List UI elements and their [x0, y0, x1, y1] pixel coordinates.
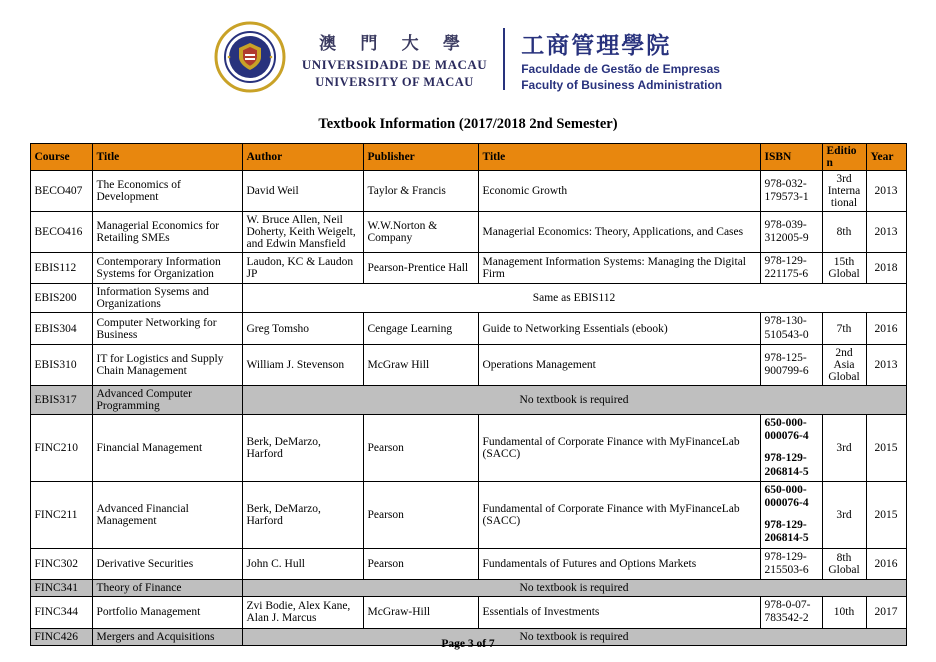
year-cell: 2013 [866, 212, 906, 253]
isbn-cell [760, 171, 822, 212]
column-header-4: Title [478, 144, 760, 171]
author-cell: John C. Hull [242, 548, 363, 579]
book-title-cell: Management Information Systems: Managing the Digital Firm [478, 253, 760, 284]
isbn-line: 978-129-206814-5 [764, 519, 809, 545]
course-title-cell: Advanced Computer Programming [92, 385, 242, 414]
course-title-cell: Mergers and Acquisitions [92, 628, 242, 645]
course-title-cell: Theory of Finance [92, 580, 242, 597]
course-code-cell: EBIS304 [30, 313, 92, 344]
letterhead-divider [503, 28, 505, 90]
isbn-line: 978-125-900799-6 [764, 351, 809, 377]
year-cell: 2013 [866, 171, 906, 212]
publisher-cell: Pearson [363, 548, 478, 579]
publisher-cell: Cengage Learning [363, 313, 478, 344]
span-note-cell: No textbook is required [242, 628, 906, 645]
publisher-cell: Pearson [363, 414, 478, 481]
year-cell: 2016 [866, 548, 906, 579]
table-row [30, 597, 906, 628]
isbn-line: 978-0-07-783542-2 [764, 599, 811, 625]
span-note-cell: No textbook is required [242, 580, 906, 597]
author-cell: Laudon, KC & Laudon JP [242, 253, 363, 284]
publisher-cell: Pearson-Prentice Hall [363, 253, 478, 284]
course-code-cell: BECO416 [30, 212, 92, 253]
publisher-cell: Taylor & Francis [363, 171, 478, 212]
course-code-cell: FINC341 [30, 580, 92, 597]
course-title-cell: The Economics of Development [92, 171, 242, 212]
faculty-name-portuguese: Faculdade de Gestão de Empresas [521, 61, 720, 76]
course-title-cell: Financial Management [92, 414, 242, 481]
book-title-cell: Fundamentals of Futures and Options Markets [478, 548, 760, 579]
isbn-line: 978-129-215503-6 [764, 550, 809, 576]
isbn-line: 650-000-000076-4 [764, 416, 809, 443]
isbn-line: 978-039-312005-9 [764, 218, 809, 244]
author-cell: Zvi Bodie, Alex Kane, Alan J. Marcus [242, 597, 363, 628]
table-row [30, 212, 906, 253]
faculty-name-english: Faculty of Business Administration [521, 77, 723, 92]
author-cell: Berk, DeMarzo, Harford [242, 414, 363, 481]
span-note-cell: No textbook is required [242, 385, 906, 414]
column-header-1: Title [92, 144, 242, 171]
column-header-6: Edition [822, 144, 866, 171]
table-row [30, 313, 906, 344]
course-code-cell: FINC211 [30, 481, 92, 548]
isbn-cell [760, 597, 822, 628]
isbn-line: 978-130-510543-0 [764, 315, 809, 341]
course-title-cell: IT for Logistics and Supply Chain Management [92, 344, 242, 385]
table-row [30, 385, 906, 414]
isbn-cell [760, 548, 822, 579]
isbn-cell [760, 481, 822, 548]
table-row [30, 284, 906, 313]
university-name-portuguese: UNIVERSIDADE DE MACAU [301, 56, 488, 72]
course-title-cell: Derivative Securities [92, 548, 242, 579]
span-note-cell: Same as EBIS112 [242, 284, 906, 313]
letterhead [0, 16, 936, 102]
table-row [30, 580, 906, 597]
course-code-cell: FINC302 [30, 548, 92, 579]
table-row [30, 344, 906, 385]
course-code-cell: FINC426 [30, 628, 92, 645]
course-title-cell: Portfolio Management [92, 597, 242, 628]
edition-cell: 3rd [822, 481, 866, 548]
edition-cell: 3rd [822, 414, 866, 481]
isbn-line: 650-000-000076-4 [764, 483, 809, 509]
edition-cell: 8th [822, 212, 866, 253]
table-row [30, 414, 906, 481]
year-cell: 2015 [866, 481, 906, 548]
table-row [30, 171, 906, 212]
table-row [30, 481, 906, 548]
edition-cell: 15th Global [822, 253, 866, 284]
isbn-line: 978-129-206814-5 [764, 452, 809, 478]
isbn-cell [760, 414, 822, 481]
university-seal-logo [214, 21, 286, 98]
university-name-block [302, 29, 487, 90]
publisher-cell: McGraw Hill [363, 344, 478, 385]
book-title-cell: Operations Management [478, 344, 760, 385]
course-code-cell: FINC344 [30, 597, 92, 628]
isbn-cell [760, 253, 822, 284]
university-name-english: UNIVERSITY OF MACAU [315, 74, 474, 89]
book-title-cell: Essentials of Investments [478, 597, 760, 628]
course-code-cell: EBIS310 [30, 344, 92, 385]
year-cell: 2017 [866, 597, 906, 628]
faculty-name-chinese: 工商管理學院 [521, 32, 672, 59]
course-title-cell: Managerial Economics for Retailing SMEs [92, 212, 242, 253]
table-row [30, 253, 906, 284]
year-cell: 2018 [866, 253, 906, 284]
textbook-table [30, 143, 907, 646]
isbn-cell [760, 212, 822, 253]
course-title-cell: Advanced Financial Management [92, 481, 242, 548]
edition-cell: 7th [822, 313, 866, 344]
course-title-cell: Contemporary Information Systems for Organization [92, 253, 242, 284]
isbn-cell [760, 313, 822, 344]
course-code-cell: EBIS317 [30, 385, 92, 414]
course-code-cell: BECO407 [30, 171, 92, 212]
author-cell: William J. Stevenson [242, 344, 363, 385]
year-cell: 2015 [866, 414, 906, 481]
author-cell: Berk, DeMarzo, Harford [242, 481, 363, 548]
page-footer: Page 3 of 7 [441, 638, 495, 650]
textbook-table-body [30, 171, 906, 646]
book-title-cell: Fundamental of Corporate Finance with MyFinanceLab (SACC) [478, 481, 760, 548]
column-header-3: Publisher [363, 144, 478, 171]
course-code-cell: EBIS200 [30, 284, 92, 313]
isbn-line: 978-032-179573-1 [764, 177, 809, 203]
author-cell: Greg Tomsho [242, 313, 363, 344]
course-code-cell: EBIS112 [30, 253, 92, 284]
book-title-cell: Economic Growth [478, 171, 760, 212]
year-cell: 2016 [866, 313, 906, 344]
university-name-chinese: 澳 門 大 學 [319, 33, 470, 53]
publisher-cell: W.W.Norton & Company [363, 212, 478, 253]
book-title-cell: Guide to Networking Essentials (ebook) [478, 313, 760, 344]
book-title-cell: Managerial Economics: Theory, Applications, and Cases [478, 212, 760, 253]
column-header-2: Author [242, 144, 363, 171]
isbn-cell [760, 344, 822, 385]
column-header-5: ISBN [760, 144, 822, 171]
isbn-line: 978-129-221175-6 [764, 255, 809, 281]
table-row [30, 548, 906, 579]
faculty-name-block [521, 27, 722, 92]
table-header-row [30, 144, 906, 171]
column-header-0: Course [30, 144, 92, 171]
course-title-cell: Computer Networking for Business [92, 313, 242, 344]
book-title-cell: Fundamental of Corporate Finance with MyFinanceLab (SACC) [478, 414, 760, 481]
publisher-cell: Pearson [363, 481, 478, 548]
course-title-cell: Information Sysems and Organizations [92, 284, 242, 313]
year-cell: 2013 [866, 344, 906, 385]
column-header-7: Year [866, 144, 906, 171]
author-cell: W. Bruce Allen, Neil Doherty, Keith Weigelt, and Edwin Mansfield [242, 212, 363, 253]
edition-cell: 2nd Asia Global [822, 344, 866, 385]
page-title: Textbook Information (2017/2018 2nd Semester) [318, 116, 618, 132]
author-cell: David Weil [242, 171, 363, 212]
course-code-cell: FINC210 [30, 414, 92, 481]
edition-cell: 10th [822, 597, 866, 628]
edition-cell: 8th Global [822, 548, 866, 579]
publisher-cell: McGraw-Hill [363, 597, 478, 628]
edition-cell: 3rd International [822, 171, 866, 212]
